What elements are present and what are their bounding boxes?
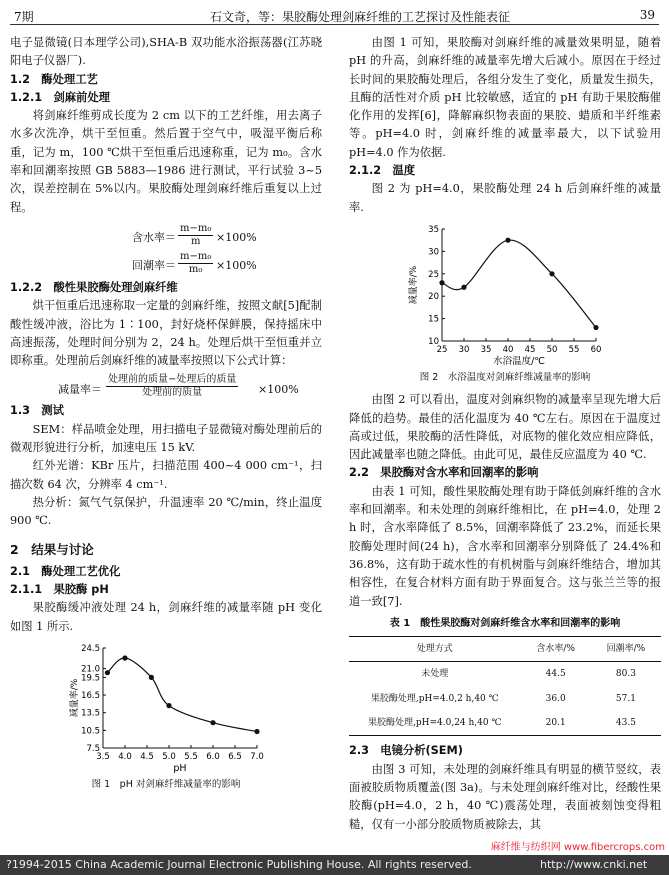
y-tick-label: 7.5 (86, 744, 100, 755)
subsection-heading: 1.2.1 剑麻前处理 (10, 90, 110, 104)
section-heading: 1.3 测试 (10, 404, 64, 418)
paragraph: SEM：样品喷金处理，用扫描电子显微镜对酶处理前后的微观形貌进行分析，加速电压 15 kV. (10, 422, 322, 455)
formula-denominator: 处理前的质量 (142, 387, 203, 399)
x-tick-label: 45 (524, 344, 536, 355)
formula-water-content (10, 221, 322, 249)
x-tick-label: 55 (568, 344, 580, 355)
section-heading: 2.3 电镜分析(SEM) (349, 744, 463, 758)
copyright-text: ?1994-2015 China Academic Journal Electronic Publishing House. All rights reserved. (6, 858, 472, 871)
formula-weight-loss (10, 372, 322, 402)
formula-numerator: m−m₀ (180, 222, 212, 234)
paragraph: 由图 2 可以看出，温度对剑麻织物的减量率呈现先增大后降低的趋势。最佳的活化温度为 40 ℃左右。原因在于温度过高或过低，果胶酶的活性降低，对底物的催化效应相应降低，因此减量率也随之降低。由此可见，最佳反应温度为 40 ℃. (349, 393, 661, 462)
data-point (166, 703, 171, 708)
section-heading: 2.1 酶处理工艺优化 (10, 564, 121, 578)
subsection-heading: 2.1.1 果胶酶 pH (10, 583, 109, 597)
formula-fraction (178, 223, 213, 248)
x-tick-label: 40 (502, 344, 514, 355)
table-header-row (349, 637, 661, 662)
data-point (122, 655, 127, 660)
paragraph: 由表 1 可知，酸性果胶酶处理有助于降低剑麻纤维的含水率和回潮率。和未处理的剑麻纤维相比，在 pH=4.0，处理 2 h 时，含水率降低了 8.5%，回潮率降低了 23.2%，而延长果胶酶处理时间(24 h)，含水率和回潮率分别降低了 24.4%和 36.8%，这有助于疏水性的有机树脂与剑麻纤维结合，增加其相容性，在复合材料方面有助于界面复合。这与张兰兰等的报道一致[7]. (349, 484, 661, 608)
chapter-heading: 2 结果与讨论 (10, 541, 94, 557)
paragraph: 电子显微镜(日本理学公司),SHA-B 双功能水浴振荡器(江苏晓阳电子仪器厂). (10, 36, 322, 68)
table-cell: 未处理 (421, 669, 449, 680)
table-header-cell: 含水率/% (521, 637, 591, 662)
x-axis-label: 水浴温度/℃ (493, 355, 545, 367)
page-number: 39 (639, 8, 655, 22)
subsection-heading: 2.1.2 温度 (349, 164, 416, 178)
table-1 (349, 636, 661, 736)
data-point (593, 325, 598, 330)
y-tick-label: 10.5 (81, 726, 100, 737)
y-tick-label: 16.5 (81, 691, 100, 702)
table-cell: 44.5 (545, 669, 566, 680)
figure-1-caption: 图 1 pH 对剑麻纤维减量率的影响 (91, 779, 241, 791)
x-tick-label: 6.0 (206, 752, 220, 763)
formula-tail: ×100% (216, 258, 257, 272)
y-axis-label: 减量率/% (409, 265, 419, 305)
y-axis-label: 减量率/% (70, 678, 80, 718)
x-tick-label: 5.0 (162, 752, 176, 763)
x-tick-label: 25 (436, 344, 448, 355)
table-row (349, 662, 661, 687)
x-tick-label: 4.5 (140, 752, 154, 763)
table-cell: 80.3 (615, 669, 636, 680)
paragraph: 将剑麻纤维剪成长度为 2 cm 以下的工艺纤维，用去离子水多次洗净，烘干至恒重。然后置于空气中，吸湿平衡后称重，记为 m，100 ℃烘干至恒重后迅速称重，记为 m₀。含水率和回潮率按照 GB 5883—1986 进行测试，平行试验 3~5 次，误差控制在 5%以内。果胶酶处理剑麻纤维后重复以上过程。 (10, 109, 322, 214)
series-line (442, 240, 596, 328)
data-point (505, 238, 510, 243)
x-tick-label: 30 (458, 344, 470, 355)
copyright-footer (0, 855, 669, 875)
formula-moisture-regain (10, 249, 322, 277)
data-point (439, 280, 444, 285)
table-row (349, 687, 661, 711)
figure-2-chart (404, 221, 604, 369)
running-header (10, 6, 659, 25)
y-tick-label: 19.5 (81, 673, 100, 684)
y-tick-label: 24.5 (81, 644, 100, 655)
formula-numerator: m−m₀ (180, 250, 212, 262)
table-header-cell: 回潮率/% (591, 637, 661, 662)
table-cell: 果胶酶处理,pH=4.0,24 h,40 ℃ (349, 711, 521, 736)
x-tick-label: 5.5 (184, 752, 198, 763)
figure-2-caption: 图 2 水浴温度对剑麻纤维减量率的影响 (419, 371, 591, 383)
y-tick-label: 21.0 (81, 664, 100, 675)
paragraph: 烘干恒重后迅速称取一定量的剑麻纤维，按照文献[5]配制酸性缓冲液，浴比为 1∶100，封好烧杯保鲜膜，保持摇床中高速振荡，处理时间分别为 2，24 h。处理后烘干至恒重并立即称重。处理前后剑麻纤维的减量率按照以下公式计算： (10, 299, 322, 368)
x-axis-label: pH (173, 763, 187, 775)
x-tick-label: 7.0 (250, 752, 264, 763)
paragraph: 热分析：氮气气氛保护，升温速率 20 ℃/min，终止温度 900 ℃. (10, 495, 322, 528)
formula-label: 含水率＝ (132, 230, 176, 244)
left-column (10, 34, 322, 794)
running-title: 石文奇，等：果胶酶处理剑麻纤维的工艺探讨及性能表征 (210, 10, 511, 24)
subsection-heading: 1.2.2 酸性果胶酶处理剑麻纤维 (10, 280, 178, 294)
y-tick-label: 13.5 (81, 708, 100, 719)
table-cell: 57.1 (615, 693, 636, 704)
series-line (107, 658, 257, 732)
data-point (461, 285, 466, 290)
issue-number: 7期 (14, 10, 34, 24)
y-tick-label: 25 (428, 269, 439, 280)
table-cell: 果胶酶处理,pH=4.0,2 h,40 ℃ (370, 693, 499, 704)
formula-denominator: m (190, 235, 201, 247)
x-tick-label: 3.5 (96, 752, 110, 763)
footer-url: http://www.cnki.net (540, 858, 648, 871)
formula-fraction (106, 374, 238, 399)
formula-numerator: 处理前的质量−处理后的质量 (108, 374, 237, 386)
table-cell: 43.5 (591, 711, 661, 736)
x-tick-label: 6.5 (228, 752, 242, 763)
y-tick-label: 10 (428, 336, 439, 347)
data-point (549, 271, 554, 276)
formula-tail: ×100% (216, 230, 257, 244)
paragraph: 由图 1 可知，果胶酶对剑麻纤维的减量效果明显，随着 pH 的升高，剑麻纤维的减量率先增大后减小。原因在于经过长时间的果胶酶处理后，各组分发生了变化，质量发生损失，且酶的活性对介质 pH 比较敏感，适宜的 pH 有助于果胶酶催化作用的发挥[6]，降解麻织物表面的果胶、蜡质和半纤维素等。pH=4.0 时，剑麻纤维的减量率最大，以下试验用 pH=4.0 作为依据. (349, 36, 661, 159)
x-tick-label: 60 (590, 344, 602, 355)
table-row (349, 711, 661, 736)
formula-tail: ×100% (258, 383, 299, 397)
section-heading: 2.2 果胶酶对含水率和回潮率的影响 (349, 466, 539, 480)
formula-label: 回潮率＝ (132, 258, 176, 272)
table-cell: 36.0 (545, 693, 566, 704)
x-tick-label: 50 (546, 344, 558, 355)
x-tick-label: 4.0 (118, 752, 132, 763)
paragraph: 图 2 为 pH=4.0，果胶酶处理 24 h 后剑麻纤维的减量率. (349, 182, 661, 214)
table-1-caption: 表 1 酸性果胶酶对剑麻纤维含水率和回潮率的影响 (389, 617, 621, 629)
watermark: 麻纤维与纺织网 www.fibercrops.com (490, 842, 665, 853)
y-tick-label: 35 (428, 224, 439, 235)
figure-1-chart (65, 640, 265, 776)
formula-fraction (178, 251, 213, 276)
formula-label: 减量率＝ (58, 383, 102, 397)
table-header-cell: 处理方式 (349, 637, 521, 662)
formula-denominator: m₀ (188, 263, 203, 275)
data-point (210, 720, 215, 725)
x-tick-label: 35 (480, 344, 492, 355)
paragraph: 由图 3 可知，未处理的剑麻纤维具有明显的横节竖纹，表面被胶质物质覆盖(图 3a)。与未处理剑麻纤维对比，经酸性果胶酶(pH=4.0，2 h，40 ℃)震荡处理，表面被刻蚀变得粗糙，仅有一小部分胶质物质被除去，其 (349, 762, 661, 831)
data-point (149, 675, 154, 680)
right-column (349, 34, 661, 834)
section-heading: 1.2 酶处理工艺 (10, 72, 98, 86)
y-tick-label: 15 (428, 314, 439, 325)
data-point (105, 670, 110, 675)
y-tick-label: 20 (428, 292, 439, 303)
table-cell: 20.1 (521, 711, 591, 736)
paragraph: 果胶酶缓冲液处理 24 h，剑麻纤维的减量率随 pH 变化如图 1 所示. (10, 601, 322, 633)
data-point (254, 729, 259, 734)
paragraph: 红外光谱：KBr 压片，扫描范围 400~4 000 cm⁻¹，扫描次数 64 次，分辨率 4 cm⁻¹. (10, 459, 322, 491)
y-tick-label: 30 (428, 247, 439, 258)
